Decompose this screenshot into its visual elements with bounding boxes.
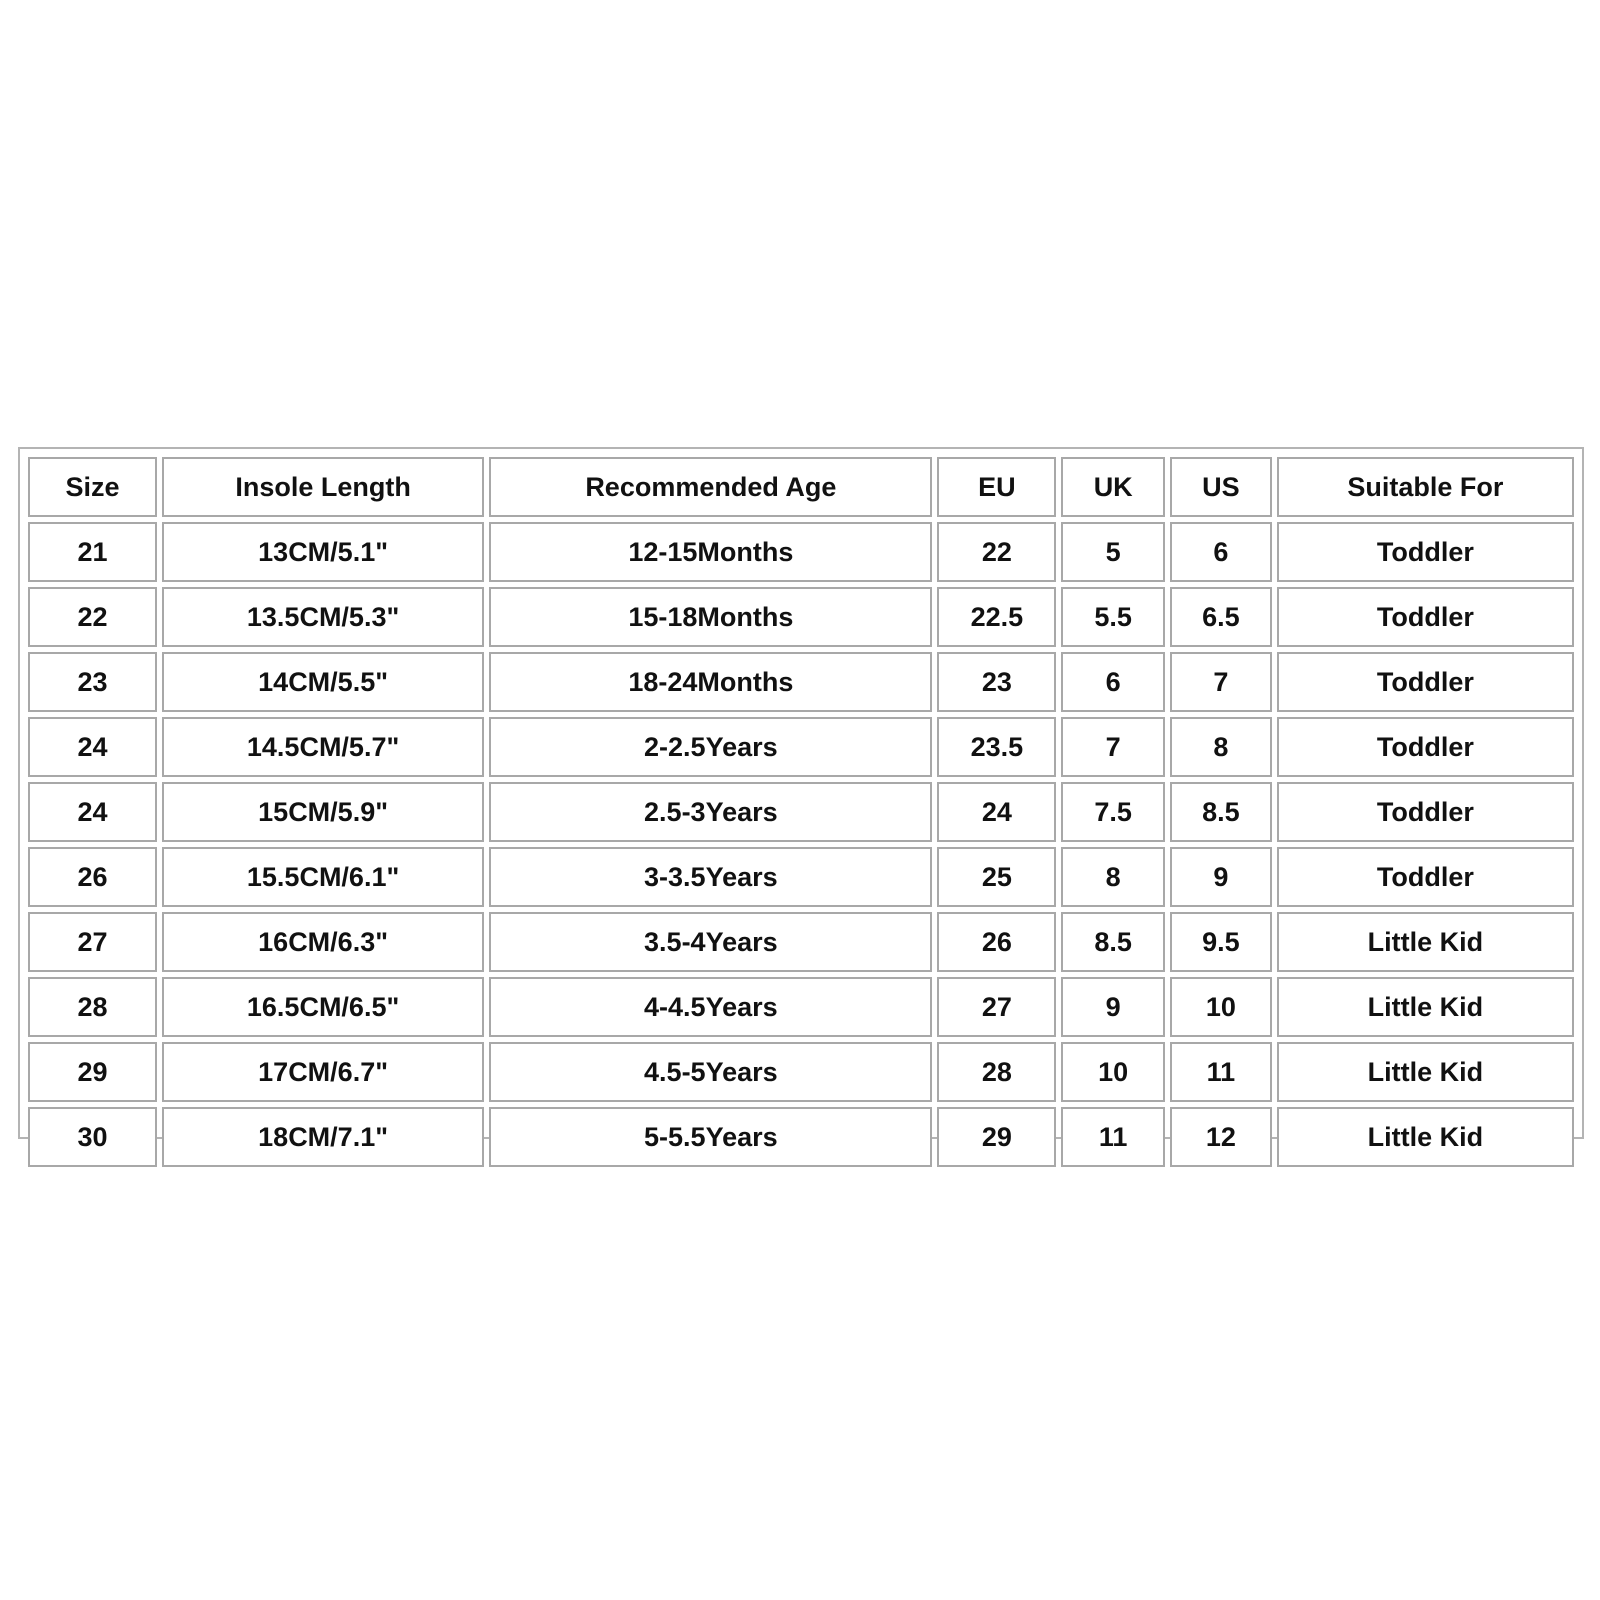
cell-eu: 24 xyxy=(937,782,1056,842)
cell-suitable-for: Little Kid xyxy=(1277,1042,1574,1102)
cell-uk: 8.5 xyxy=(1061,912,1165,972)
cell-uk: 5.5 xyxy=(1061,587,1165,647)
cell-us: 8 xyxy=(1170,717,1272,777)
table-row xyxy=(28,522,1574,582)
cell-size: 24 xyxy=(28,717,157,777)
cell-uk: 6 xyxy=(1061,652,1165,712)
cell-size: 22 xyxy=(28,587,157,647)
cell-uk: 5 xyxy=(1061,522,1165,582)
cell-eu: 26 xyxy=(937,912,1056,972)
cell-us: 6.5 xyxy=(1170,587,1272,647)
cell-uk: 7 xyxy=(1061,717,1165,777)
cell-us: 12 xyxy=(1170,1107,1272,1167)
table-row xyxy=(28,717,1574,777)
cell-size: 24 xyxy=(28,782,157,842)
cell-uk: 7.5 xyxy=(1061,782,1165,842)
table-row xyxy=(28,782,1574,842)
table-row xyxy=(28,847,1574,907)
cell-eu: 27 xyxy=(937,977,1056,1037)
cell-recommended-age: 5-5.5Years xyxy=(489,1107,932,1167)
cell-size: 27 xyxy=(28,912,157,972)
cell-uk: 8 xyxy=(1061,847,1165,907)
cell-us: 9.5 xyxy=(1170,912,1272,972)
table-row xyxy=(28,1107,1574,1167)
cell-suitable-for: Little Kid xyxy=(1277,977,1574,1037)
table-row xyxy=(28,652,1574,712)
size-table xyxy=(23,452,1579,1172)
cell-size: 29 xyxy=(28,1042,157,1102)
cell-eu: 29 xyxy=(937,1107,1056,1167)
cell-suitable-for: Little Kid xyxy=(1277,1107,1574,1167)
cell-uk: 11 xyxy=(1061,1107,1165,1167)
table-row xyxy=(28,912,1574,972)
cell-suitable-for: Little Kid xyxy=(1277,912,1574,972)
cell-us: 10 xyxy=(1170,977,1272,1037)
cell-suitable-for: Toddler xyxy=(1277,847,1574,907)
cell-us: 6 xyxy=(1170,522,1272,582)
cell-uk: 9 xyxy=(1061,977,1165,1037)
cell-eu: 23.5 xyxy=(937,717,1056,777)
cell-eu: 25 xyxy=(937,847,1056,907)
cell-recommended-age: 2.5-3Years xyxy=(489,782,932,842)
cell-suitable-for: Toddler xyxy=(1277,522,1574,582)
cell-insole-length: 13.5CM/5.3" xyxy=(162,587,484,647)
cell-size: 23 xyxy=(28,652,157,712)
header-insole-length: Insole Length xyxy=(162,457,484,517)
table-row xyxy=(28,587,1574,647)
cell-size: 28 xyxy=(28,977,157,1037)
cell-insole-length: 16.5CM/6.5" xyxy=(162,977,484,1037)
cell-insole-length: 15.5CM/6.1" xyxy=(162,847,484,907)
cell-insole-length: 13CM/5.1" xyxy=(162,522,484,582)
cell-size: 26 xyxy=(28,847,157,907)
cell-insole-length: 14CM/5.5" xyxy=(162,652,484,712)
cell-recommended-age: 4-4.5Years xyxy=(489,977,932,1037)
table-header-row xyxy=(28,457,1574,517)
cell-us: 8.5 xyxy=(1170,782,1272,842)
cell-recommended-age: 2-2.5Years xyxy=(489,717,932,777)
cell-eu: 28 xyxy=(937,1042,1056,1102)
cell-us: 7 xyxy=(1170,652,1272,712)
cell-recommended-age: 15-18Months xyxy=(489,587,932,647)
cell-eu: 22 xyxy=(937,522,1056,582)
cell-recommended-age: 3-3.5Years xyxy=(489,847,932,907)
header-recommended-age: Recommended Age xyxy=(489,457,932,517)
cell-recommended-age: 4.5-5Years xyxy=(489,1042,932,1102)
size-chart xyxy=(18,447,1584,1152)
header-us: US xyxy=(1170,457,1272,517)
table-row xyxy=(28,977,1574,1037)
cell-eu: 23 xyxy=(937,652,1056,712)
header-eu: EU xyxy=(937,457,1056,517)
header-suitable-for: Suitable For xyxy=(1277,457,1574,517)
cell-insole-length: 17CM/6.7" xyxy=(162,1042,484,1102)
cell-recommended-age: 12-15Months xyxy=(489,522,932,582)
cell-insole-length: 14.5CM/5.7" xyxy=(162,717,484,777)
cell-insole-length: 15CM/5.9" xyxy=(162,782,484,842)
cell-suitable-for: Toddler xyxy=(1277,782,1574,842)
cell-recommended-age: 18-24Months xyxy=(489,652,932,712)
header-uk: UK xyxy=(1061,457,1165,517)
cell-us: 11 xyxy=(1170,1042,1272,1102)
cell-size: 21 xyxy=(28,522,157,582)
cell-eu: 22.5 xyxy=(937,587,1056,647)
cell-suitable-for: Toddler xyxy=(1277,652,1574,712)
table-row xyxy=(28,1042,1574,1102)
cell-us: 9 xyxy=(1170,847,1272,907)
cell-suitable-for: Toddler xyxy=(1277,717,1574,777)
header-size: Size xyxy=(28,457,157,517)
cell-suitable-for: Toddler xyxy=(1277,587,1574,647)
cell-recommended-age: 3.5-4Years xyxy=(489,912,932,972)
cell-size: 30 xyxy=(28,1107,157,1167)
cell-uk: 10 xyxy=(1061,1042,1165,1102)
cell-insole-length: 18CM/7.1" xyxy=(162,1107,484,1167)
cell-insole-length: 16CM/6.3" xyxy=(162,912,484,972)
